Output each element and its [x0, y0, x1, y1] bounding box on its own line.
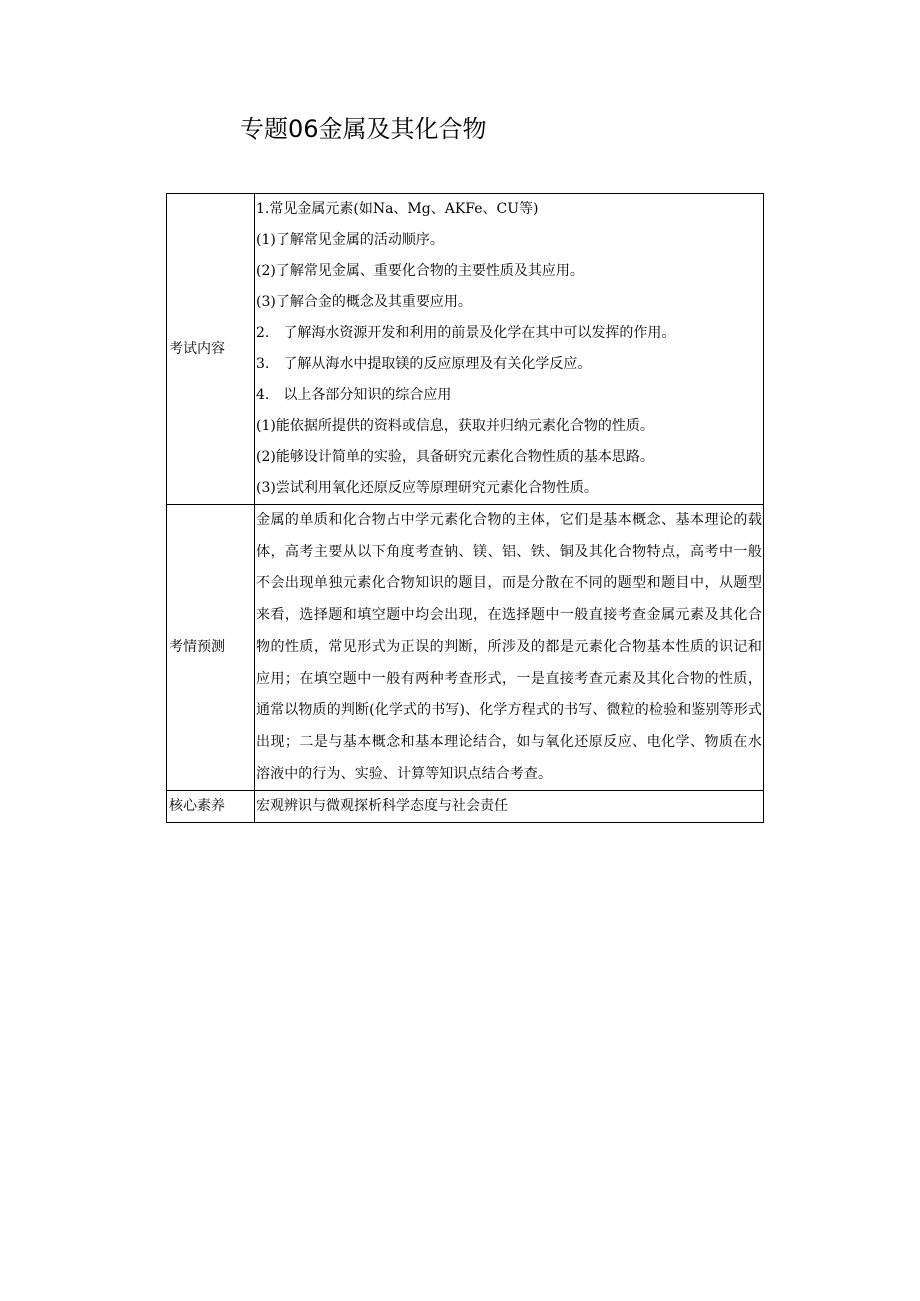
exam-content-line: (3)了解合金的概念及其重要应用。	[256, 294, 472, 310]
exam-forecast-paragraph: 金属的单质和化合物占中学元素化合物的主体，它们是基本概念、基本理论的载体，高考主要从以下角度考查钠、镁、铝、铁、铜及其化合物特点，高考中一般不会出现单独元素化合物知识的题目，而是分散在不同的题型和题目中，从题型来看，选择题和填空题中均会出现，在选择题中一般直接考查金属元素及其化合物的性质，常见形式为正误的判断，所涉及的都是元素化合物基本性质的识记和应用；在填空题中一般有两种考查形式，一是直接考查元素及其化合物的性质，通常以物质的判断(化学式的书写)、化学方程式的书写、微粒的检验和鉴别等形式出现；二是与基本概念和基本理论结合，如与氧化还原反应、电化学、物质在水溶液中的行为、实验、计算等知识点结合考查。	[256, 512, 762, 782]
table-row-exam-forecast	[167, 505, 764, 791]
exam-forecast-cell	[255, 505, 764, 791]
table-row-exam-content	[167, 194, 764, 505]
exam-content-line: 1.常见金属元素(如Na、Mg、AKFe、CU等)	[256, 201, 539, 217]
row-label-core-literacy: 核心素养	[167, 791, 255, 823]
core-literacy-cell	[255, 791, 764, 823]
core-literacy-text: 宏观辨识与微观探析科学态度与社会责任	[256, 798, 508, 815]
exam-content-line: (1)能依据所提供的资料或信息，获取并归纳元素化合物的性质。	[256, 418, 654, 434]
info-table	[166, 193, 764, 823]
exam-content-cell	[255, 194, 764, 505]
exam-content-line: (3)尝试利用氧化还原反应等原理研究元素化合物性质。	[256, 480, 598, 496]
exam-content-line: (2)能够设计简单的实验，具备研究元素化合物性质的基本思路。	[256, 449, 654, 465]
exam-content-line: 2. 了解海水资源开发和利用的前景及化学在其中可以发挥的作用。	[256, 325, 676, 341]
exam-content-line: 3. 了解从海水中提取镁的反应原理及有关化学反应。	[256, 356, 592, 372]
row-label-exam-content: 考试内容	[167, 194, 255, 505]
exam-content-line: 4. 以上各部分知识的综合应用	[256, 387, 452, 403]
row-label-exam-forecast: 考情预测	[167, 505, 255, 791]
exam-content-line: (2)了解常见金属、重要化合物的主要性质及其应用。	[256, 263, 584, 279]
table-row-core-literacy	[167, 791, 764, 823]
document-title: 专题06金属及其化合物	[240, 115, 487, 143]
exam-content-line: (1)了解常见金属的活动顺序。	[256, 232, 444, 248]
